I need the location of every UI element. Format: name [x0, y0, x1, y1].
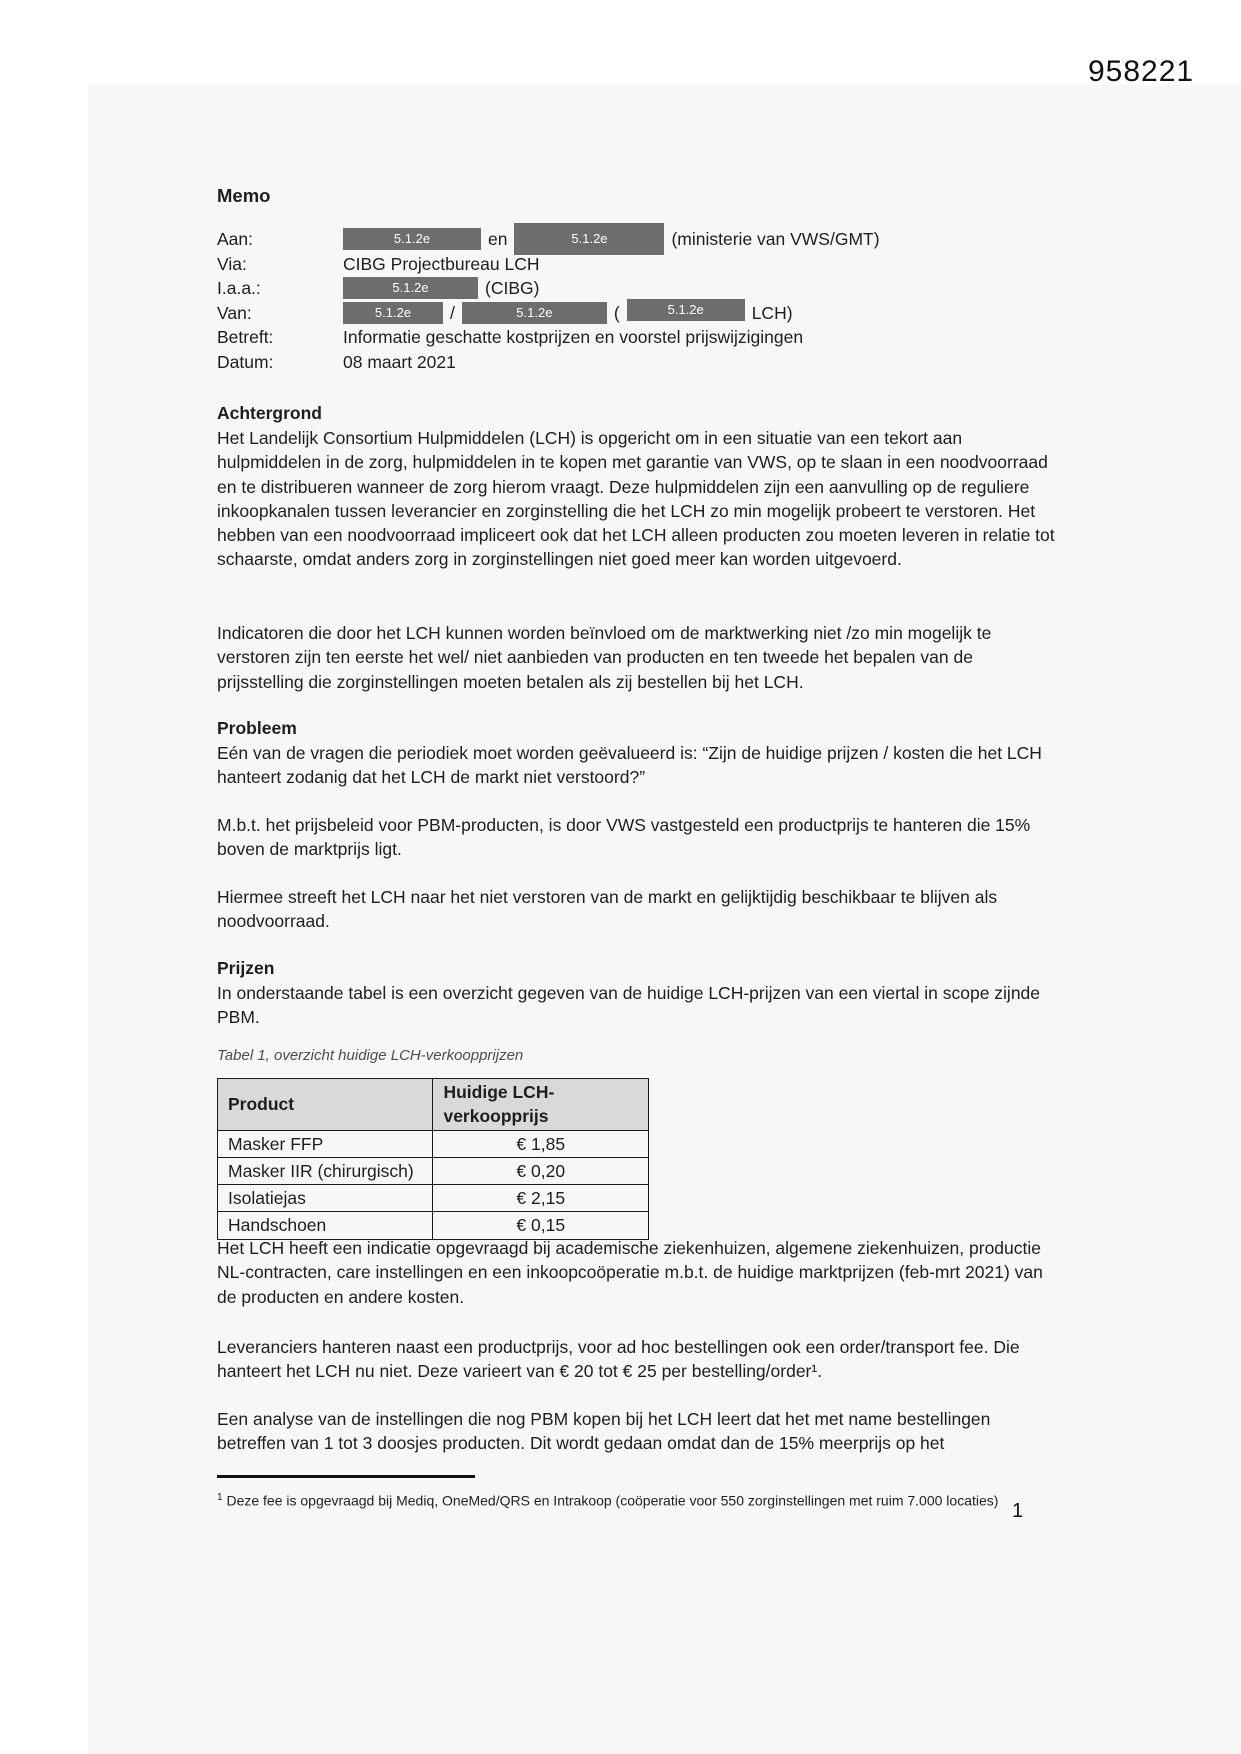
field-text: /	[450, 302, 455, 323]
table-row	[218, 1185, 649, 1212]
section-heading-prijzen: Prijzen	[217, 958, 275, 978]
footnote-text: Deze fee is opgevraagd bij Mediq, OneMed/QRS en Intrakoop (coöperatie voor 550 zorginstellingen met ruim 7.000 locaties)	[222, 1492, 999, 1509]
section-heading-achtergrond: Achtergrond	[217, 403, 322, 423]
section-heading-probleem: Probleem	[217, 718, 297, 738]
field-text: LCH)	[751, 302, 793, 323]
field-row-iaa	[217, 276, 1057, 301]
redaction-box: 5.1.2e	[343, 228, 481, 250]
paragraph-prijzen-1: In onderstaande tabel is een overzicht gegeven van de huidige LCH-prijzen van een viertal in scope zijnde PBM.	[217, 983, 1041, 1028]
redaction-box: 5.1.2e	[462, 302, 607, 324]
document-number: 958221	[1088, 55, 1195, 88]
table-cell-price: € 2,15	[433, 1185, 649, 1212]
paragraph-probleem-2: M.b.t. het prijsbeleid voor PBM-producten, is door VWS vastgesteld een productprijs te hanteren die 15% boven de marktprijs ligt.	[217, 815, 1031, 860]
field-label-via: Via:	[217, 253, 247, 274]
price-table-container	[217, 1078, 1057, 1240]
table-cell-price: € 1,85	[433, 1130, 649, 1157]
memo-header-fields	[217, 227, 1057, 374]
field-label-betreft: Betreft:	[217, 327, 274, 348]
redaction-box: 5.1.2e	[343, 277, 478, 299]
field-text: (CIBG)	[485, 278, 540, 299]
price-table	[217, 1078, 649, 1240]
field-row-datum	[217, 350, 1057, 375]
table-header-row	[218, 1079, 649, 1131]
table-cell-price: € 0,15	[433, 1212, 649, 1239]
footnote	[217, 1488, 1057, 1511]
paragraph-after-table-3: Een analyse van de instellingen die nog PBM kopen bij het LCH leert dat het met name bestellingen betreffen van 1 tot 3 doosjes producten. Dit wordt gedaan omdat dan de 15% meerprijs op het	[217, 1409, 991, 1454]
field-label-van: Van:	[217, 302, 252, 323]
table-header-product: Product	[218, 1079, 433, 1131]
field-text: CIBG Projectbureau LCH	[343, 253, 540, 274]
field-text: 08 maart 2021	[343, 351, 456, 372]
paragraph-achtergrond-2: Indicatoren die door het LCH kunnen worden beïnvloed om de marktwerking niet /zo min mogelijk te verstoren zijn ten eerste het wel/ niet aanbieden van producten en ten tweede het bepalen van de prijsstelling die zorginstellingen moeten betalen als zij bestellen bij het LCH.	[217, 623, 992, 692]
field-row-aan	[217, 227, 1057, 252]
table-cell-product: Handschoen	[218, 1212, 433, 1239]
field-text: (	[613, 302, 620, 323]
table-caption: Tabel 1, overzicht huidige LCH-verkoopprijzen	[217, 1047, 524, 1064]
field-value-via	[343, 252, 539, 276]
page-number: 1	[1012, 1500, 1024, 1522]
table-cell-product: Masker FFP	[218, 1130, 433, 1157]
table-cell-product: Masker IIR (chirurgisch)	[218, 1157, 433, 1184]
field-value-aan	[343, 223, 880, 255]
field-text: (ministerie van VWS/GMT)	[671, 229, 880, 250]
paragraph-probleem-3: Hiermee streeft het LCH naar het niet verstoren van de markt en gelijktijdig beschikbaar te blijven als noodvoorraad.	[217, 887, 998, 932]
table-cell-product: Isolatiejas	[218, 1185, 433, 1212]
document-content	[217, 0, 1057, 1754]
table-row	[218, 1130, 649, 1157]
field-value-datum	[343, 350, 456, 374]
table-header-price: Huidige LCH-verkoopprijs	[433, 1079, 649, 1131]
paragraph-after-table-2: Leveranciers hanteren naast een productprijs, voor ad hoc bestellingen ook een order/transport fee. Die hanteert het LCH nu niet. Deze varieert van € 20 tot € 25 per bestelling/order¹.	[217, 1337, 1020, 1382]
paragraph-after-table-1: Het LCH heeft een indicatie opgevraagd bij academische ziekenhuizen, algemene ziekenhuizen, productie NL-contracten, care instellingen en een inkoopcoöperatie m.b.t. de huidige marktprijzen (feb-mrt 2021) van de producten en andere kosten.	[217, 1238, 1043, 1307]
redaction-box: 5.1.2e	[514, 223, 664, 255]
field-value-van	[343, 301, 793, 325]
field-row-betreft	[217, 325, 1057, 350]
field-label-iaa: I.a.a.:	[217, 278, 261, 299]
footnote-separator-line	[217, 1475, 475, 1478]
field-row-van	[217, 301, 1057, 326]
table-row	[218, 1157, 649, 1184]
table-cell-price: € 0,20	[433, 1157, 649, 1184]
field-value-iaa	[343, 276, 539, 300]
field-label-aan: Aan:	[217, 229, 253, 250]
paragraph-achtergrond-1: Het Landelijk Consortium Hulpmiddelen (LCH) is opgericht om in een situatie van een tekort aan hulpmiddelen in de zorg, hulpmiddelen in te kopen met garantie van VWS, op te slaan in een noodvoorraad en te distribueren wanneer de zorg hierom vraagt. Deze hulpmiddelen zijn een aanvulling op de reguliere inkoopkanalen tussen leverancier en zorginstelling die het LCH zo min mogelijk probeert te verstoren. Het hebben van een noodvoorraad impliceert ook dat het LCH alleen producten zou moeten leveren in relatie tot schaarste, omdat anders zorg in zorginstellingen niet goed meer kan worden uitgevoerd.	[217, 428, 1055, 570]
paragraph-probleem-1: Eén van de vragen die periodiek moet worden geëvalueerd is: “Zijn de huidige prijzen / kosten die het LCH hanteert zodanig dat het LCH de markt niet verstoord?”	[217, 743, 1042, 788]
footnote-marker: 1	[217, 1492, 223, 1503]
redaction-box: 5.1.2e	[343, 302, 443, 324]
field-text: en	[488, 229, 508, 250]
field-value-betreft	[343, 325, 803, 349]
redaction-box: 5.1.2e	[627, 299, 745, 321]
field-text: Informatie geschatte kostprijzen en voorstel prijswijzigingen	[343, 327, 804, 348]
field-label-datum: Datum:	[217, 351, 274, 372]
memo-title: Memo	[217, 185, 271, 206]
